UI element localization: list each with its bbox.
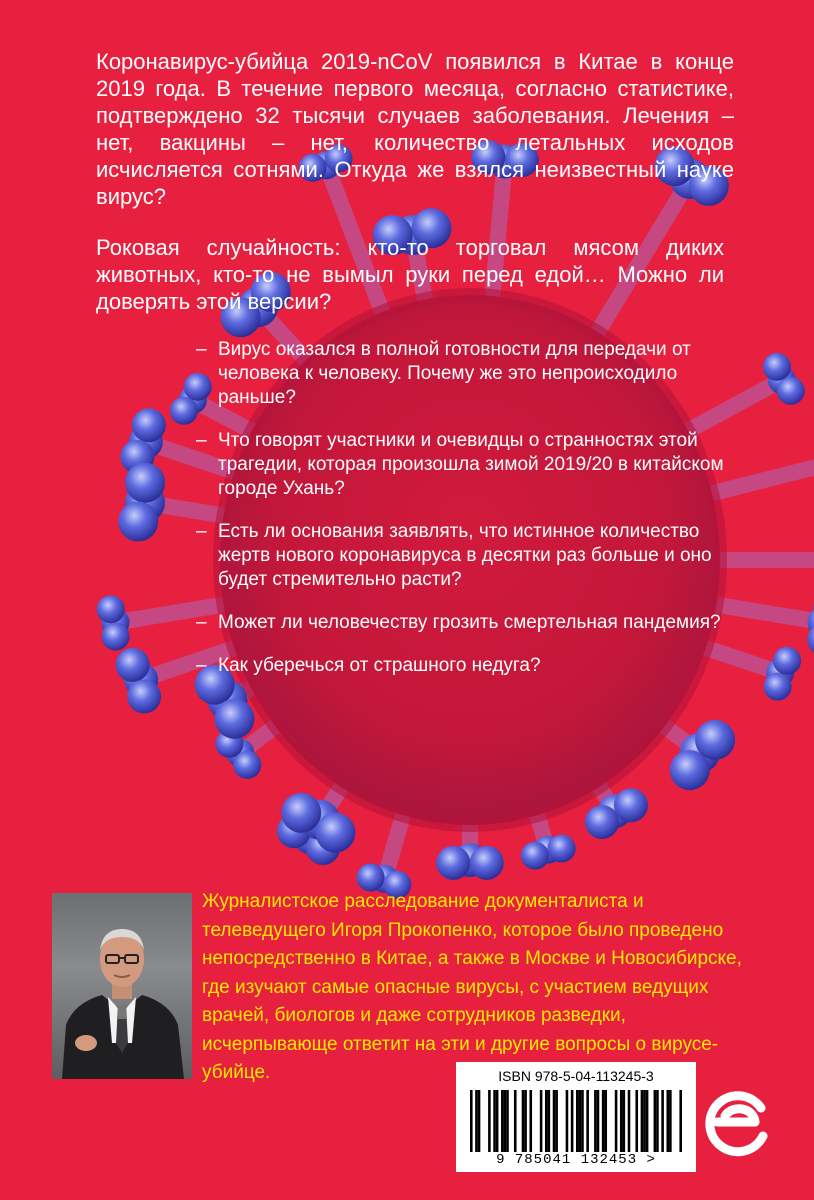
barcode-bar [643,1090,646,1152]
question-dash: – [196,612,207,633]
author-photo [52,893,192,1079]
question-item: – Есть ли основания заявлять, что истинное количество жертв нового коронавируса в десятки раз больше и оно будет стремительно расти? [196,521,712,590]
barcode-bar [576,1090,579,1152]
virus-spike-tip [125,463,165,503]
isbn-number: ISBN 978-5-04-113245-3 [498,1068,654,1084]
barcode-bar [522,1090,525,1152]
barcode-bar [478,1090,481,1152]
virus-spike-tip [116,648,150,682]
barcode-bar [506,1090,509,1152]
barcode-bar [620,1090,623,1152]
virus-spike-tip [521,842,549,870]
virus-spike-tip [102,623,130,651]
barcode-bar [661,1090,664,1152]
barcode-bar [571,1090,574,1152]
barcode-bar [641,1090,644,1152]
question-dash: – [196,655,207,676]
question-list [196,338,736,697]
barcode-bar [488,1090,491,1152]
eksmo-logo-icon [703,1086,775,1158]
virus-spike-tip [118,502,158,542]
virus-spike-tip [614,788,648,822]
barcode-bar [501,1090,504,1152]
virus-spike-tip [170,397,198,425]
virus-spike-tip [470,846,504,880]
barcode-bar [604,1090,607,1152]
virus-spike-tip [315,813,355,853]
author-figure [52,893,192,1079]
barcode-bar [566,1090,569,1152]
intro-paragraph-2: Роковая случайность: кто-то торговал мясом диких животных, кто-то не вымыл руки перед едой… Можно ли доверять этой версии? [96,235,724,314]
barcode-bar [493,1090,496,1152]
barcode-bar [669,1090,672,1152]
barcode-digits: 9 785041 132453 > [496,1152,656,1168]
barcode-bar [594,1090,597,1152]
barcode-bar [597,1090,600,1152]
virus-spike-tip [585,805,619,839]
question-dash: – [196,339,207,360]
intro-paragraph-1: Коронавирус-убийца 2019-nCoV появился в Китае в конце 2019 года. В течение первого месяца, согласно статистике, подтверждено 32 тысячи случаев заболевания. Лечения – нет, вакцины – нет, количество летальных исходов исчисляется сотнями. Откуда же взялся неизвестный науке вирус? [96,49,734,209]
barcode-bar [475,1090,478,1152]
barcode-panel [456,1062,696,1172]
barcode-bar [602,1090,605,1152]
barcode-bar [656,1090,659,1152]
barcode-bar [529,1090,532,1152]
barcode-bar [654,1090,657,1152]
barcode-bars [470,1090,682,1152]
barcode-bar [581,1090,584,1152]
virus-spike-tip [214,699,254,739]
virus-spike-tip [132,408,166,442]
barcode-bar [553,1090,556,1152]
question-dash: – [196,521,207,542]
barcode-bar [635,1090,638,1152]
virus-spike-tip [436,846,470,880]
barcode-bar [666,1090,669,1152]
barcode-bar [555,1090,558,1152]
virus-spike-tip [548,835,576,863]
virus-spike-tip [763,353,791,381]
virus-spike-tip [233,751,261,779]
virus-spike-tip [773,647,801,675]
virus-spike-tip [281,793,321,833]
barcode-bar [628,1090,631,1152]
barcode-bar [540,1090,543,1152]
barcode-bar [679,1090,682,1152]
virus-spike-tip [97,595,125,623]
barcode-bar [615,1090,618,1152]
virus-spike-tip [777,377,805,405]
book-description: Журналистское расследование документалиста и телеведущего Игоря Прокопенко, которое было проведено непосредственно в Китае, а также в Москве и Новосибирске, где изучают самые опасные вирусы, с участием ведущих врачей, биологов и даже сотрудников разведки, исчерпывающе ответит на эти и другие вопросы о вирусе-убийце. [202,891,742,1083]
question-item: – Что говорят участники и очевидцы о странностях этой трагедии, которая произошла зимой 2019/20 в китайском городе Ухань? [196,430,724,499]
barcode-bar [514,1090,517,1152]
barcode-bar [548,1090,551,1152]
virus-spike-tip [764,673,792,701]
barcode-bar [579,1090,582,1152]
question-item: – Может ли человечеству грозить смертельная пандемия? [196,612,721,633]
barcode-bar [646,1090,649,1152]
question-item: – Вирус оказался в полной готовности для передачи от человека к человеку. Почему же это непроисходило раньше? [196,339,691,408]
question-dash: – [196,430,207,451]
barcode-bar [586,1090,589,1152]
virus-spike-tip [695,720,735,760]
barcode-bar [496,1090,499,1152]
barcode-bar [504,1090,507,1152]
barcode-bar [623,1090,626,1152]
barcode-bar [545,1090,548,1152]
virus-spike-tip [127,679,161,713]
barcode-bar [524,1090,527,1152]
question-item: – Как уберечься от страшного недуга? [196,655,541,676]
barcode-bar [470,1090,473,1152]
